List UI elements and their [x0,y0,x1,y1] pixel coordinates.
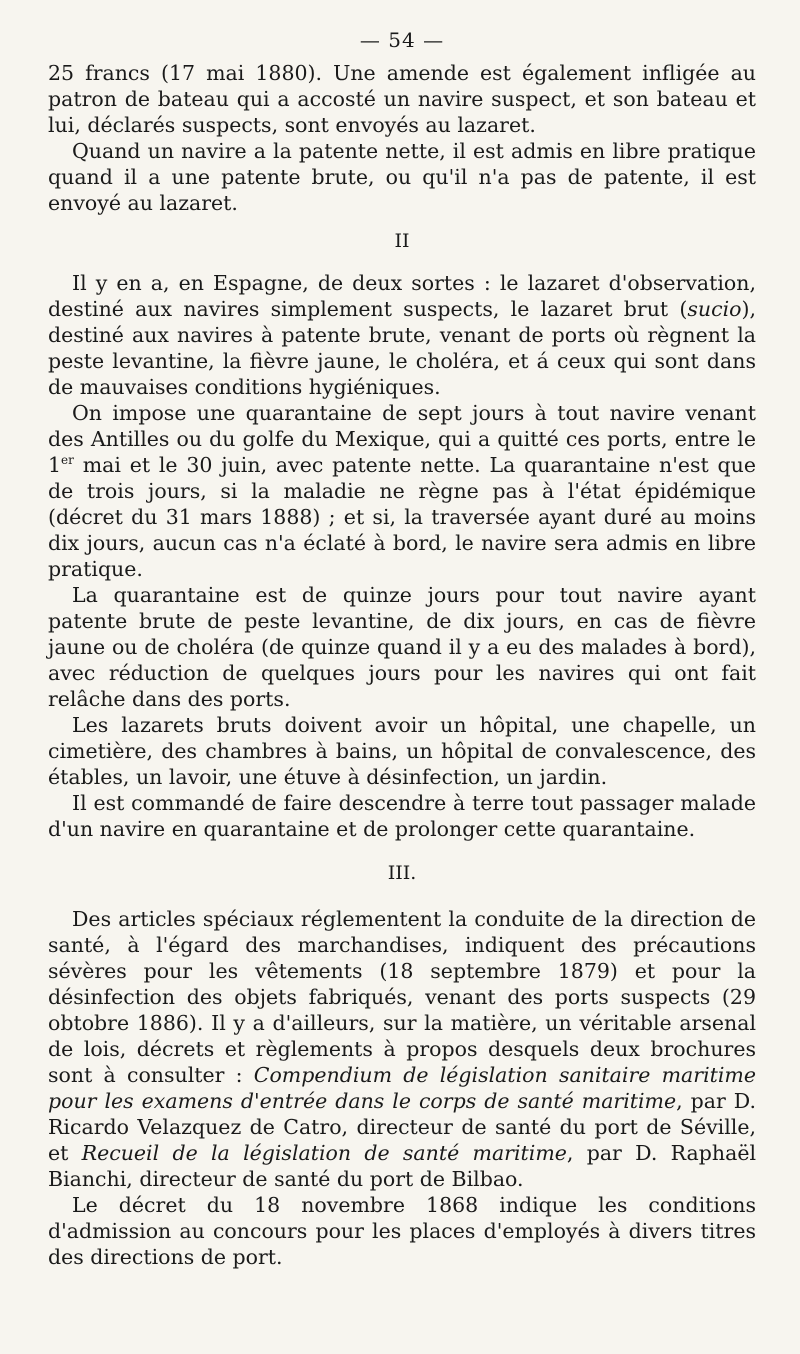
section2-paragraph-1 [48,270,756,400]
superscript: er [61,453,74,468]
text-span: , par D. Ricardo Velazquez de Catro, directeur de santé du port de Séville, et [48,1089,756,1165]
section2-paragraph-3: La quarantaine est de quinze jours pour tout navire ayant patente brute de peste levantine, de dix jours, en cas de fièvre jaune ou de choléra (de quinze quand il y a eu des malades à bord), avec réduction de quelques jours pour les navires qui ont fait relâche dans des ports. [48,583,756,711]
text-span: Des articles spéciaux réglementent la conduite de la direction de santé, à l'égard des marchandises, indiquent des précautions sévères pour les vêtements (18 septembre 1879) et pour la désinfection des objets fabriqués, venant des ports suspects (29 obtobre 1886). Il y a d'ailleurs, sur la matière, un véritable arsenal de lois, décrets et règlements à propos desquels deux brochures sont à consulter : [48,907,756,1087]
section2-paragraph-5: Il est commandé de faire descendre à terre tout passager malade d'un navire en quarantaine et de prolonger cette quarantaine. [48,791,756,841]
text-span: mai et le 30 juin, avec patente nette. La quarantaine n'est que de trois jours, si la maladie ne règne pas à l'état épidémique (décret du 31 mars 1888) ; et si, la traversée ayant duré au moins dix jours, aucun cas n'a éclaté à bord, le navire sera admis en libre pratique. [48,453,756,581]
page-number: — 54 — [359,28,445,52]
text-span: ), destiné aux navires à patente brute, venant de ports où règnent la peste levantine, la fièvre jaune, le choléra, et á ceux qui sont dans de mauvaises conditions hygiéniques. [48,297,756,399]
italic-term: sucio [687,297,742,321]
section3-paragraph-2: Le décret du 18 novembre 1868 indique les conditions d'admission au concours pour les places d'employés à divers titres des directions de port. [48,1193,756,1269]
section-heading-2: II [394,230,410,252]
intro-paragraph-2: Quand un navire a la patente nette, il est admis en libre pratique quand il a une patente brute, ou qu'il n'a pas de patente, il est envoyé au lazaret. [48,139,756,215]
section-heading-3: III. [387,862,417,884]
italic-title: Recueil de la législation de santé maritime [81,1141,567,1165]
section2-paragraph-2 [48,400,756,582]
italic-title: Compendium de législation sanitaire maritime pour les examens d'entrée dans le corps de santé maritime [48,1063,756,1113]
section2-paragraph-4: Les lazarets bruts doivent avoir un hôpital, une chapelle, un cimetière, des chambres à bains, un hôpital de convalescence, des étables, un lavoir, une étuve à désinfection, un jardin. [48,713,756,789]
section3-paragraph-1 [48,906,756,1192]
text-span: , par D. Raphaël Bianchi, directeur de santé du port de Bilbao. [48,1141,757,1191]
text-span: On impose une quarantaine de sept jours à tout navire venant des Antilles ou du golfe du Mexique, qui a quitté ces ports, entre le 1 [48,401,756,477]
text-span: Il y en a, en Espagne, de deux sortes : le lazaret d'observation, destiné aux navires simplement suspects, le lazaret brut ( [48,271,756,321]
intro-paragraph-1: 25 francs (17 mai 1880). Une amende est également infligée au patron de bateau qui a accosté un navire suspect, et son bateau et lui, déclarés suspects, sont envoyés au lazaret. [48,61,756,137]
